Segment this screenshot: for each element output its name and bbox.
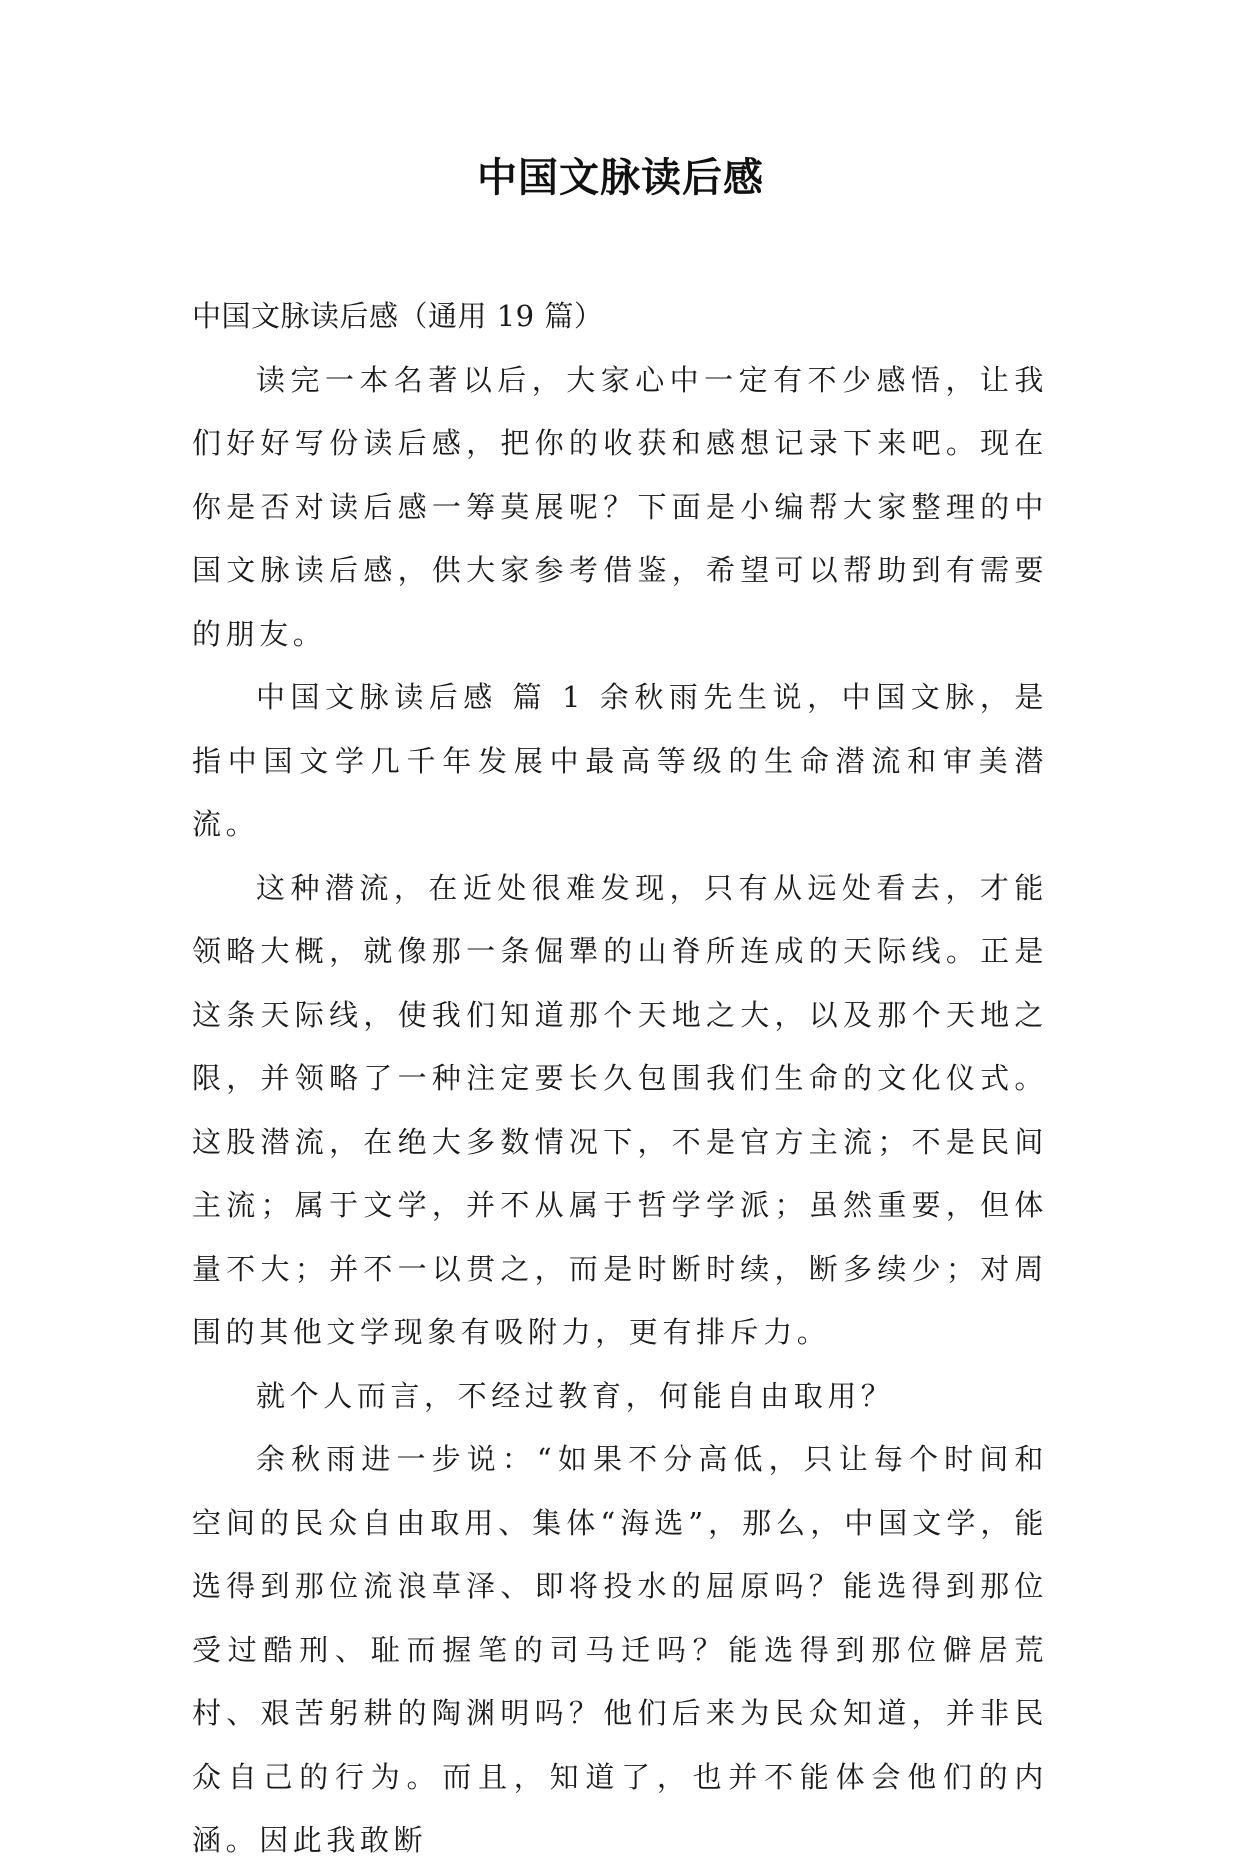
paragraph-undercurrent: 这种潜流，在近处很难发现，只有从远处看去，才能领略大概，就像那一条倔犟的山脊所连成的天际线。正是这条天际线，使我们知道那个天地之大，以及那个天地之限，并领略了一种注定要长久包围我们生命的文化仪式。这股潜流，在绝大多数情况下，不是官方主流；不是民间主流；属于文学，并不从属于哲学学派；虽然重要，但体量不大；并不一以贯之，而是时断时续，断多续少；对周围的其他文学现象有吸附力，更有排斥力。 [192,870,1048,1349]
paragraph-section-1: 中国文脉读后感 篇 1 余秋雨先生说，中国文脉，是指中国文学几千年发展中最高等级的生命潜流和审美潜流。 [192,680,1048,841]
paragraph-education: 就个人而言，不经过教育，何能自由取用？ [256,1378,895,1413]
document-body [192,285,1048,1873]
document-subtitle: 中国文脉读后感（通用 19 篇） [192,299,604,333]
page-title: 中国文脉读后感 [477,155,764,201]
paragraph-intro: 读完一本名著以后，大家心中一定有不少感悟，让我们好好写份读后感，把你的收获和感想记录下来吧。现在你是否对读后感一筹莫展呢？下面是小编帮大家整理的中国文脉读后感，供大家参考借鉴，希望可以帮助到有需要的朋友。 [192,362,1048,651]
paragraph-quote: 余秋雨进一步说：“如果不分高低，只让每个时间和空间的民众自由取用、集体“海选”，那么，中国文学，能选得到那位流浪草泽、即将投水的屈原吗？能选得到那位受过酷刑、耻而握笔的司马迁吗？能选得到那位僻居荒村、艰苦躬耕的陶渊明吗？他们后来为民众知道，并非民众自己的行为。而且，知道了，也并不能体会他们的内涵。因此我敢断 [192,1442,1048,1857]
